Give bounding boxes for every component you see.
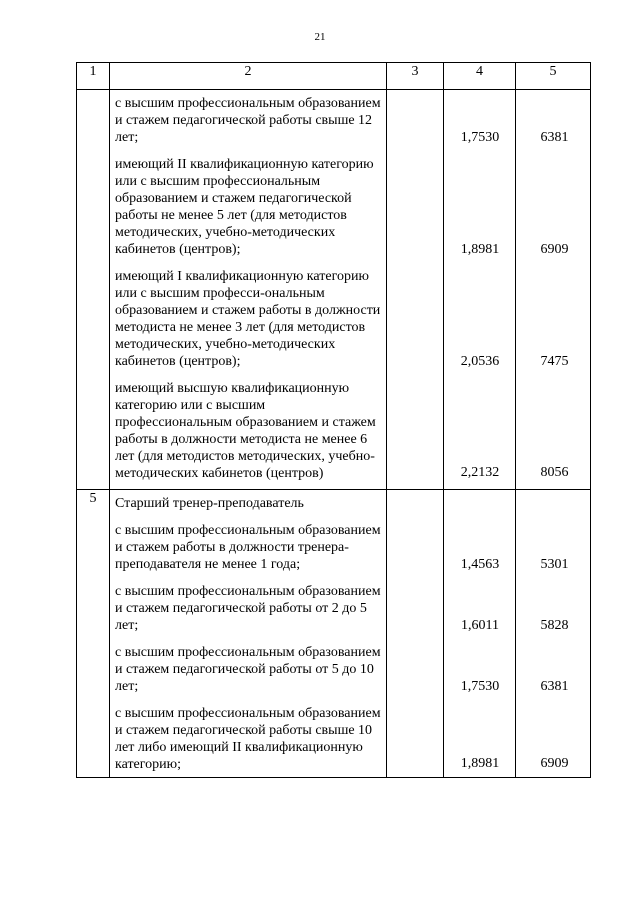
header-cell-5: 5 <box>516 63 591 90</box>
block2-content <box>110 490 591 778</box>
position-title: Старший тренер-преподаватель <box>115 496 304 511</box>
header-cell-3: 3 <box>387 63 444 90</box>
row-number-cell <box>77 90 110 490</box>
list-item <box>110 583 590 634</box>
coefficient-value: 1,7530 <box>460 130 500 145</box>
requirement-text: с высшим профессиональным образованием и стажем педагогической работы свыше 10 лет либо имеющий II квалификационную категорию; <box>115 706 381 772</box>
salary-value: 8056 <box>540 465 569 480</box>
coefficient-value: 2,2132 <box>460 465 500 480</box>
requirement-text: имеющий II квалификационную категорию или с высшим профессиональным образованием и стажем педагогической работы не менее 5 лет (для методистов методических, учебно-методических кабинетов (центров); <box>115 157 374 257</box>
salary-table <box>76 62 591 778</box>
list-item <box>110 380 590 482</box>
table-row-block1 <box>77 90 591 490</box>
header-cell-1: 1 <box>77 63 110 90</box>
coefficient-value: 1,7530 <box>460 679 500 694</box>
list-item <box>110 268 590 370</box>
list-item <box>110 705 590 773</box>
salary-value: 6909 <box>540 756 569 771</box>
salary-value: 6909 <box>540 242 569 257</box>
block1-content <box>110 90 591 490</box>
requirement-text: с высшим профессиональным образованием и стажем педагогической работы от 2 до 5 лет; <box>115 584 381 633</box>
salary-value: 5301 <box>540 557 569 572</box>
list-item <box>110 156 590 258</box>
header-cell-4: 4 <box>444 63 516 90</box>
coefficient-value: 1,8981 <box>460 242 500 257</box>
coefficient-value: 2,0536 <box>460 354 500 369</box>
block1-items <box>110 95 590 482</box>
coefficient-value: 1,8981 <box>460 756 500 771</box>
table-header-row <box>77 63 591 90</box>
salary-value: 5828 <box>540 618 569 633</box>
salary-value: 6381 <box>540 679 569 694</box>
requirement-text: имеющий высшую квалификационную категорию или с высшим профессиональным образованием и стажем работы в должности методиста не менее 6 лет (для методистов методических, учебно-методических кабинетов (центров) <box>115 381 376 481</box>
requirement-text: имеющий I квалификационную категорию или с высшим професси-ональным образованием и стажем работы в должности методиста не менее 3 лет (для методистов методических, учебно-методических кабинетов (центров); <box>115 269 381 369</box>
salary-value: 7475 <box>540 354 569 369</box>
requirement-text: с высшим профессиональным образованием и стажем педагогической работы от 5 до 10 лет; <box>115 645 381 694</box>
salary-value: 6381 <box>540 130 569 145</box>
coefficient-value: 1,6011 <box>461 618 499 633</box>
table-row-block2 <box>77 490 591 778</box>
block2-items <box>110 522 590 773</box>
list-item <box>110 95 590 146</box>
list-item <box>110 522 590 573</box>
row-number-5: 5 <box>77 490 110 778</box>
page-number: 21 <box>314 31 326 43</box>
requirement-text: с высшим профессиональным образованием и стажем педагогической работы свыше 12 лет; <box>115 96 381 145</box>
list-item <box>110 644 590 695</box>
header-cell-2: 2 <box>110 63 387 90</box>
requirement-text: с высшим профессиональным образованием и стажем работы в должности тренера-преподавателя не менее 1 года; <box>115 523 381 572</box>
coefficient-value: 1,4563 <box>460 557 500 572</box>
